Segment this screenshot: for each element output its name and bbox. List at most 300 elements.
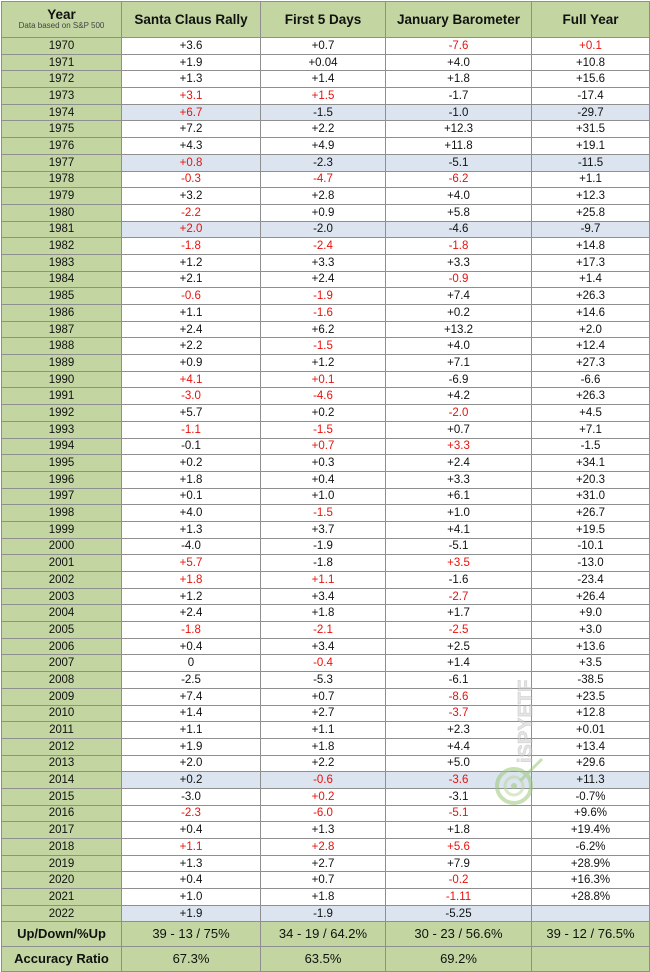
first-5-days-cell: +0.1 <box>261 371 386 388</box>
accuracy-january: 69.2% <box>386 947 532 972</box>
first-5-days-cell: +1.5 <box>261 88 386 105</box>
first-5-days-cell: -1.5 <box>261 338 386 355</box>
santa-claus-rally-cell: -3.0 <box>122 788 261 805</box>
table-row <box>2 688 650 705</box>
table-row <box>2 254 650 271</box>
first-5-days-cell: -2.0 <box>261 221 386 238</box>
full-year-cell: +14.8 <box>532 238 650 255</box>
year-cell: 1974 <box>2 104 122 121</box>
first-5-days-cell: +1.1 <box>261 722 386 739</box>
january-barometer-cell: -7.6 <box>386 38 532 55</box>
santa-claus-rally-cell: +2.1 <box>122 271 261 288</box>
full-year-cell: -6.2% <box>532 839 650 856</box>
year-cell: 1989 <box>2 355 122 372</box>
first-5-days-cell: +2.7 <box>261 705 386 722</box>
santa-header: Santa Claus Rally <box>122 2 261 38</box>
santa-claus-rally-cell: +4.3 <box>122 138 261 155</box>
january-barometer-cell: +4.2 <box>386 388 532 405</box>
january-barometer-cell: +12.3 <box>386 121 532 138</box>
first-5-days-cell: -0.4 <box>261 655 386 672</box>
first-5-days-cell: +1.8 <box>261 605 386 622</box>
year-cell: 2021 <box>2 889 122 906</box>
january-barometer-cell: -0.2 <box>386 872 532 889</box>
full-year-cell: +13.6 <box>532 638 650 655</box>
full-year-cell: -38.5 <box>532 672 650 689</box>
santa-claus-rally-cell: +0.9 <box>122 355 261 372</box>
table-row <box>2 839 650 856</box>
january-barometer-cell: +5.0 <box>386 755 532 772</box>
header-row <box>2 2 650 38</box>
table-row <box>2 488 650 505</box>
full-year-cell: +3.0 <box>532 622 650 639</box>
year-cell: 1990 <box>2 371 122 388</box>
first-5-days-cell: +3.4 <box>261 588 386 605</box>
january-barometer-cell: -8.6 <box>386 688 532 705</box>
first-5-days-cell: -5.3 <box>261 672 386 689</box>
first-5-days-cell: -2.1 <box>261 622 386 639</box>
santa-claus-rally-cell: +7.2 <box>122 121 261 138</box>
table-body <box>2 38 650 922</box>
year-cell: 2011 <box>2 722 122 739</box>
updown-label: Up/Down/%Up <box>2 922 122 947</box>
watermark-text: iSPYETF <box>515 679 537 763</box>
table-row <box>2 822 650 839</box>
full-year-cell: +20.3 <box>532 471 650 488</box>
table-row <box>2 655 650 672</box>
january-barometer-cell: +13.2 <box>386 321 532 338</box>
accuracy-label: Accuracy Ratio <box>2 947 122 972</box>
first-5-days-cell: +2.2 <box>261 121 386 138</box>
full-year-cell: -6.6 <box>532 371 650 388</box>
santa-claus-rally-cell: +2.2 <box>122 338 261 355</box>
full-year-header: Full Year <box>532 2 650 38</box>
january-barometer-cell: -6.1 <box>386 672 532 689</box>
table-row <box>2 88 650 105</box>
full-year-cell: -9.7 <box>532 221 650 238</box>
january-barometer-cell: +7.1 <box>386 355 532 372</box>
full-year-cell: +9.6% <box>532 805 650 822</box>
full-year-cell: +14.6 <box>532 305 650 322</box>
january-barometer-cell: -2.5 <box>386 622 532 639</box>
first-5-days-cell: +2.2 <box>261 755 386 772</box>
first-5-days-cell: -1.9 <box>261 538 386 555</box>
santa-claus-rally-cell: +1.1 <box>122 839 261 856</box>
santa-claus-rally-cell: -1.1 <box>122 421 261 438</box>
table-row <box>2 321 650 338</box>
year-cell: 1980 <box>2 204 122 221</box>
santa-claus-rally-cell: -1.8 <box>122 622 261 639</box>
year-cell: 2017 <box>2 822 122 839</box>
first-5-days-cell: +1.8 <box>261 889 386 906</box>
santa-claus-rally-cell: +1.0 <box>122 889 261 906</box>
full-year-cell: +17.3 <box>532 254 650 271</box>
january-barometer-cell: +2.3 <box>386 722 532 739</box>
january-barometer-cell: -5.1 <box>386 538 532 555</box>
full-year-cell: +0.1 <box>532 38 650 55</box>
table-row <box>2 738 650 755</box>
full-year-cell: +29.6 <box>532 755 650 772</box>
full-year-cell: +15.6 <box>532 71 650 88</box>
santa-claus-rally-cell: -3.0 <box>122 388 261 405</box>
table-row <box>2 622 650 639</box>
santa-claus-rally-cell: -2.5 <box>122 672 261 689</box>
first-5-days-cell: -1.8 <box>261 555 386 572</box>
january-barometer-cell: +1.7 <box>386 605 532 622</box>
santa-claus-rally-cell: +1.1 <box>122 722 261 739</box>
santa-claus-rally-cell: +0.1 <box>122 488 261 505</box>
table-row <box>2 238 650 255</box>
table-row <box>2 705 650 722</box>
full-year-cell: -0.7% <box>532 788 650 805</box>
january-barometer-cell: +0.7 <box>386 421 532 438</box>
first-5-days-cell: -1.9 <box>261 905 386 922</box>
january-barometer-cell: +0.2 <box>386 305 532 322</box>
santa-claus-rally-cell: +1.4 <box>122 705 261 722</box>
january-barometer-cell: +1.8 <box>386 71 532 88</box>
santa-claus-rally-cell: +1.8 <box>122 471 261 488</box>
year-cell: 1993 <box>2 421 122 438</box>
full-year-cell: +25.8 <box>532 204 650 221</box>
santa-claus-rally-cell: +5.7 <box>122 555 261 572</box>
table-row <box>2 54 650 71</box>
year-cell: 2007 <box>2 655 122 672</box>
full-year-cell: +10.8 <box>532 54 650 71</box>
table-row <box>2 905 650 922</box>
january-barometer-cell: +1.0 <box>386 505 532 522</box>
first-5-days-cell: +0.7 <box>261 872 386 889</box>
santa-claus-rally-cell: +1.2 <box>122 588 261 605</box>
year-cell: 1981 <box>2 221 122 238</box>
first-5-days-cell: +4.9 <box>261 138 386 155</box>
january-barometer-cell: -1.8 <box>386 238 532 255</box>
full-year-cell: -29.7 <box>532 104 650 121</box>
january-barometer-cell: +7.9 <box>386 855 532 872</box>
table-row <box>2 221 650 238</box>
year-cell: 2005 <box>2 622 122 639</box>
full-year-cell: +26.7 <box>532 505 650 522</box>
january-barometer-cell: -1.6 <box>386 572 532 589</box>
table-row <box>2 521 650 538</box>
january-barometer-cell: +3.3 <box>386 438 532 455</box>
year-cell: 1972 <box>2 71 122 88</box>
santa-claus-rally-cell: +1.2 <box>122 254 261 271</box>
january-barometer-cell: +5.8 <box>386 204 532 221</box>
table-row <box>2 138 650 155</box>
first-5-days-cell: -2.3 <box>261 154 386 171</box>
full-year-cell: +12.4 <box>532 338 650 355</box>
updown-january: 30 - 23 / 56.6% <box>386 922 532 947</box>
full-year-cell: +26.4 <box>532 588 650 605</box>
santa-claus-rally-cell: +3.2 <box>122 188 261 205</box>
first-5-days-cell: +3.4 <box>261 638 386 655</box>
year-cell: 1979 <box>2 188 122 205</box>
full-year-cell: +19.4% <box>532 822 650 839</box>
santa-claus-rally-cell: +0.2 <box>122 772 261 789</box>
table-row <box>2 121 650 138</box>
full-year-cell: +31.5 <box>532 121 650 138</box>
first-5-days-cell: +0.4 <box>261 471 386 488</box>
year-cell: 2002 <box>2 572 122 589</box>
january-barometer-cell: +4.0 <box>386 188 532 205</box>
first-5-days-cell: -6.0 <box>261 805 386 822</box>
full-year-cell: +9.0 <box>532 605 650 622</box>
first-5-days-cell: +1.0 <box>261 488 386 505</box>
first-5-days-cell: +0.04 <box>261 54 386 71</box>
year-cell: 1999 <box>2 521 122 538</box>
year-cell: 1977 <box>2 154 122 171</box>
full-year-cell: +13.4 <box>532 738 650 755</box>
table-row <box>2 572 650 589</box>
updown-santa: 39 - 13 / 75% <box>122 922 261 947</box>
santa-claus-rally-cell: +1.9 <box>122 54 261 71</box>
table-row <box>2 772 650 789</box>
seasonal-indicators-table <box>1 1 650 972</box>
santa-claus-rally-cell: -2.3 <box>122 805 261 822</box>
santa-claus-rally-cell: +6.7 <box>122 104 261 121</box>
year-cell: 2018 <box>2 839 122 856</box>
santa-claus-rally-cell: +4.0 <box>122 505 261 522</box>
january-barometer-cell: -3.1 <box>386 788 532 805</box>
january-barometer-cell: +1.4 <box>386 655 532 672</box>
full-year-cell: -11.5 <box>532 154 650 171</box>
january-barometer-cell: -0.9 <box>386 271 532 288</box>
january-barometer-cell: -2.0 <box>386 405 532 422</box>
year-cell: 1983 <box>2 254 122 271</box>
first-5-days-cell: +2.4 <box>261 271 386 288</box>
january-barometer-cell: -6.9 <box>386 371 532 388</box>
first-5-days-cell: -4.6 <box>261 388 386 405</box>
table-row <box>2 872 650 889</box>
santa-claus-rally-cell: +2.4 <box>122 321 261 338</box>
full-year-cell: +28.8% <box>532 889 650 906</box>
table-row <box>2 38 650 55</box>
table-row <box>2 722 650 739</box>
santa-claus-rally-cell: -0.1 <box>122 438 261 455</box>
year-cell: 1973 <box>2 88 122 105</box>
santa-claus-rally-cell: -4.0 <box>122 538 261 555</box>
first-5-days-cell: +2.8 <box>261 839 386 856</box>
table-row <box>2 672 650 689</box>
updown-full: 39 - 12 / 76.5% <box>532 922 650 947</box>
year-cell: 1994 <box>2 438 122 455</box>
santa-claus-rally-cell: -0.3 <box>122 171 261 188</box>
first5-header: First 5 Days <box>261 2 386 38</box>
year-cell: 1978 <box>2 171 122 188</box>
santa-claus-rally-cell: +0.8 <box>122 154 261 171</box>
table-row <box>2 788 650 805</box>
january-barometer-cell: +3.5 <box>386 555 532 572</box>
january-barometer-cell: -4.6 <box>386 221 532 238</box>
full-year-cell <box>532 905 650 922</box>
january-barometer-cell: +4.1 <box>386 521 532 538</box>
first-5-days-cell: +3.3 <box>261 254 386 271</box>
january-barometer-cell: +4.0 <box>386 338 532 355</box>
santa-claus-rally-cell: +0.2 <box>122 455 261 472</box>
santa-claus-rally-cell: +7.4 <box>122 688 261 705</box>
full-year-cell: +34.1 <box>532 455 650 472</box>
year-cell: 2012 <box>2 738 122 755</box>
table-row <box>2 388 650 405</box>
january-barometer-cell: -1.11 <box>386 889 532 906</box>
santa-claus-rally-cell: +0.4 <box>122 872 261 889</box>
santa-claus-rally-cell: +3.1 <box>122 88 261 105</box>
full-year-cell: +12.3 <box>532 188 650 205</box>
first-5-days-cell: +1.8 <box>261 738 386 755</box>
full-year-cell: -1.5 <box>532 438 650 455</box>
table-row <box>2 71 650 88</box>
first-5-days-cell: +0.2 <box>261 405 386 422</box>
full-year-cell: +4.5 <box>532 405 650 422</box>
santa-claus-rally-cell: +1.3 <box>122 71 261 88</box>
full-year-cell: +26.3 <box>532 288 650 305</box>
santa-claus-rally-cell: +2.4 <box>122 605 261 622</box>
year-cell: 1991 <box>2 388 122 405</box>
accuracy-row <box>2 947 650 972</box>
january-barometer-cell: +5.6 <box>386 839 532 856</box>
year-cell: 2009 <box>2 688 122 705</box>
year-cell: 1976 <box>2 138 122 155</box>
full-year-cell: +26.3 <box>532 388 650 405</box>
year-cell: 2020 <box>2 872 122 889</box>
year-cell: 2006 <box>2 638 122 655</box>
year-cell: 2013 <box>2 755 122 772</box>
full-year-cell: -13.0 <box>532 555 650 572</box>
january-barometer-cell: +4.4 <box>386 738 532 755</box>
january-barometer-cell: -1.0 <box>386 104 532 121</box>
january-barometer-cell: -5.25 <box>386 905 532 922</box>
table-row <box>2 555 650 572</box>
year-cell: 2014 <box>2 772 122 789</box>
january-header: January Barometer <box>386 2 532 38</box>
santa-claus-rally-cell: +1.3 <box>122 855 261 872</box>
year-cell: 1984 <box>2 271 122 288</box>
first-5-days-cell: +2.7 <box>261 855 386 872</box>
full-year-cell: +1.1 <box>532 171 650 188</box>
santa-claus-rally-cell: +1.9 <box>122 905 261 922</box>
year-cell: 2015 <box>2 788 122 805</box>
ispyetf-watermark <box>492 641 552 811</box>
full-year-cell: +2.0 <box>532 321 650 338</box>
full-year-cell: +31.0 <box>532 488 650 505</box>
year-cell: 1987 <box>2 321 122 338</box>
full-year-cell: +11.3 <box>532 772 650 789</box>
first-5-days-cell: +6.2 <box>261 321 386 338</box>
first-5-days-cell: +3.7 <box>261 521 386 538</box>
january-barometer-cell: +1.8 <box>386 822 532 839</box>
accuracy-santa: 67.3% <box>122 947 261 972</box>
santa-claus-rally-cell: -1.8 <box>122 238 261 255</box>
full-year-cell: -17.4 <box>532 88 650 105</box>
table-row <box>2 288 650 305</box>
year-cell: 2004 <box>2 605 122 622</box>
january-barometer-cell: +6.1 <box>386 488 532 505</box>
santa-claus-rally-cell: +1.1 <box>122 305 261 322</box>
full-year-cell: +23.5 <box>532 688 650 705</box>
first-5-days-cell: +0.3 <box>261 455 386 472</box>
table-row <box>2 505 650 522</box>
table-row <box>2 455 650 472</box>
first-5-days-cell: +1.2 <box>261 355 386 372</box>
santa-claus-rally-cell: +5.7 <box>122 405 261 422</box>
table-row <box>2 805 650 822</box>
table-row <box>2 421 650 438</box>
first-5-days-cell: -1.9 <box>261 288 386 305</box>
table-row <box>2 355 650 372</box>
table-row <box>2 438 650 455</box>
first-5-days-cell: +1.3 <box>261 822 386 839</box>
full-year-cell: +3.5 <box>532 655 650 672</box>
january-barometer-cell: +11.8 <box>386 138 532 155</box>
table-row <box>2 104 650 121</box>
full-year-cell: +7.1 <box>532 421 650 438</box>
january-barometer-cell: +3.3 <box>386 254 532 271</box>
year-cell: 2022 <box>2 905 122 922</box>
santa-claus-rally-cell: +4.1 <box>122 371 261 388</box>
santa-claus-rally-cell: +2.0 <box>122 755 261 772</box>
table-row <box>2 338 650 355</box>
january-barometer-cell: -6.2 <box>386 171 532 188</box>
first-5-days-cell: -1.5 <box>261 505 386 522</box>
accuracy-first5: 63.5% <box>261 947 386 972</box>
updown-first5: 34 - 19 / 64.2% <box>261 922 386 947</box>
table-row <box>2 588 650 605</box>
year-cell: 1997 <box>2 488 122 505</box>
table-row <box>2 171 650 188</box>
first-5-days-cell: +0.7 <box>261 688 386 705</box>
year-cell: 1970 <box>2 38 122 55</box>
year-cell: 1982 <box>2 238 122 255</box>
santa-claus-rally-cell: +3.6 <box>122 38 261 55</box>
table-row <box>2 154 650 171</box>
year-header-title: Year <box>47 7 76 22</box>
santa-claus-rally-cell: +0.4 <box>122 638 261 655</box>
full-year-cell: -23.4 <box>532 572 650 589</box>
first-5-days-cell: +0.7 <box>261 438 386 455</box>
first-5-days-cell: -1.5 <box>261 421 386 438</box>
year-cell: 1985 <box>2 288 122 305</box>
first-5-days-cell: -0.6 <box>261 772 386 789</box>
table-row <box>2 889 650 906</box>
full-year-cell: +19.1 <box>532 138 650 155</box>
updown-row <box>2 922 650 947</box>
full-year-cell: -10.1 <box>532 538 650 555</box>
santa-claus-rally-cell: 0 <box>122 655 261 672</box>
year-cell: 1996 <box>2 471 122 488</box>
table-row <box>2 471 650 488</box>
first-5-days-cell: +0.9 <box>261 204 386 221</box>
first-5-days-cell: +1.1 <box>261 572 386 589</box>
year-cell: 2016 <box>2 805 122 822</box>
santa-claus-rally-cell: +1.3 <box>122 521 261 538</box>
year-cell: 1995 <box>2 455 122 472</box>
january-barometer-cell: +7.4 <box>386 288 532 305</box>
first-5-days-cell: +2.8 <box>261 188 386 205</box>
full-year-cell: +1.4 <box>532 271 650 288</box>
year-header-subtitle: Data based on S&P 500 <box>18 21 105 30</box>
year-cell: 1988 <box>2 338 122 355</box>
year-cell: 2010 <box>2 705 122 722</box>
santa-claus-rally-cell: +1.8 <box>122 572 261 589</box>
january-barometer-cell: +3.3 <box>386 471 532 488</box>
first-5-days-cell: +1.4 <box>261 71 386 88</box>
first-5-days-cell: -4.7 <box>261 171 386 188</box>
january-barometer-cell: -5.1 <box>386 154 532 171</box>
accuracy-full-blank <box>532 947 650 972</box>
january-barometer-cell: -2.7 <box>386 588 532 605</box>
january-barometer-cell: -5.1 <box>386 805 532 822</box>
january-barometer-cell: +2.5 <box>386 638 532 655</box>
santa-claus-rally-cell: +1.9 <box>122 738 261 755</box>
